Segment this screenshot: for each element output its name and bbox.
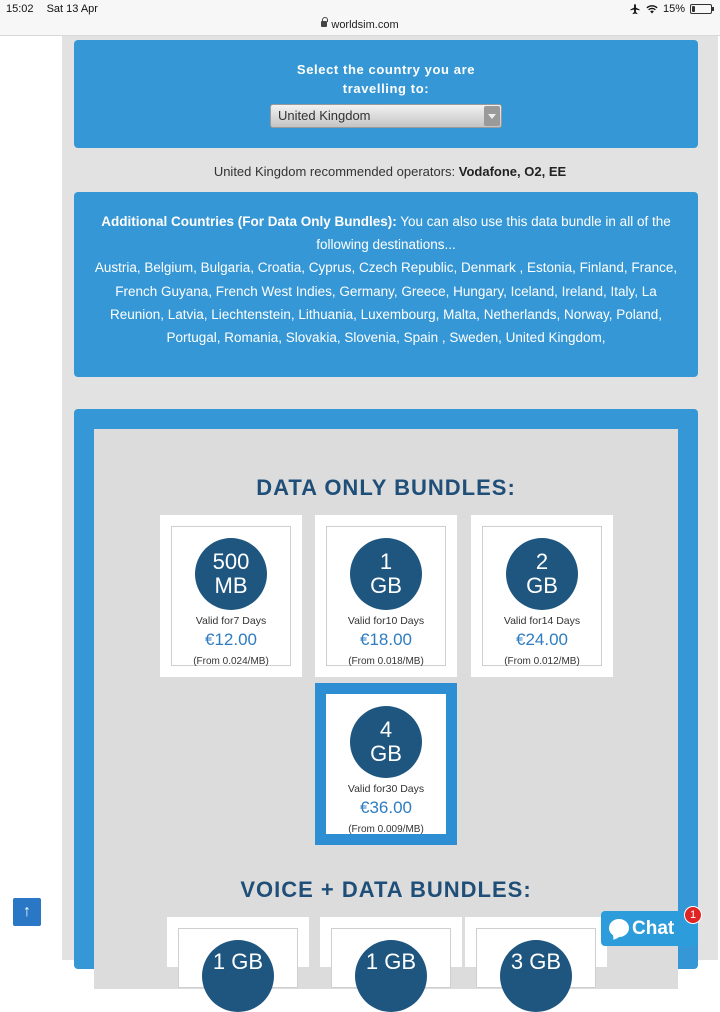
additional-countries-panel bbox=[74, 192, 698, 377]
wifi-icon bbox=[646, 4, 658, 14]
bundle-validity: Valid for30 Days bbox=[347, 783, 425, 795]
url-domain: worldsim.com bbox=[331, 19, 399, 31]
additional-intro: You can also use this data bundle in all of the following destinations... bbox=[316, 214, 671, 253]
voice-bundles-title: VOICE + DATA BUNDLES: bbox=[240, 877, 532, 902]
country-dropdown-value: United Kingdom bbox=[278, 108, 371, 123]
country-prompt: Select the country you are travelling to: bbox=[296, 62, 476, 96]
bundle-card-4gb[interactable] bbox=[315, 683, 457, 845]
bundle-card-500mb[interactable] bbox=[160, 515, 302, 677]
status-date: Sat 13 Apr bbox=[46, 3, 98, 15]
url-bar[interactable] bbox=[0, 18, 720, 36]
bundle-rate: (From 0.009/MB) bbox=[348, 824, 424, 835]
bundle-size-badge: 4 GB bbox=[350, 706, 422, 778]
bundle-card-1gb[interactable] bbox=[315, 515, 457, 677]
bundle-rate: (From 0.018/MB) bbox=[348, 656, 424, 667]
chat-label: Chat bbox=[632, 918, 675, 939]
bundle-price: €18.00 bbox=[360, 630, 412, 649]
bundle-size-badge: 1 GB bbox=[355, 940, 427, 1012]
voice-bundle-card-1gb-a[interactable] bbox=[167, 917, 309, 974]
country-selector-panel bbox=[74, 40, 698, 148]
bundle-size-badge: 3 GB bbox=[500, 940, 572, 1012]
bundles-inner bbox=[94, 429, 678, 989]
voice-bundle-card-3gb[interactable] bbox=[465, 917, 607, 974]
bundle-rate: (From 0.024/MB) bbox=[193, 656, 269, 667]
battery-percent: 15% bbox=[662, 3, 685, 15]
bundle-size-badge: 1 GB bbox=[202, 940, 274, 1012]
recommended-operators: United Kingdom recommended operators: Vodafone, O2, EE bbox=[213, 164, 567, 179]
bundle-price: €36.00 bbox=[360, 798, 412, 817]
bundle-size-badge: 500 MB bbox=[195, 538, 267, 610]
arrow-up-icon: ↑ bbox=[23, 903, 31, 920]
bundle-price: €24.00 bbox=[516, 630, 568, 649]
bundle-validity: Valid for14 Days bbox=[503, 615, 581, 627]
bundle-validity: Valid for7 Days bbox=[195, 615, 267, 627]
chevron-down-icon bbox=[484, 106, 500, 126]
data-bundles-title: DATA ONLY BUNDLES: bbox=[256, 475, 516, 500]
chat-bubble-icon bbox=[609, 919, 629, 937]
airplane-icon bbox=[629, 4, 641, 15]
bundle-size-badge: 1 GB bbox=[350, 538, 422, 610]
voice-bundle-card-1gb-b[interactable] bbox=[320, 917, 462, 974]
additional-heading: Additional Countries (For Data Only Bundles): bbox=[101, 214, 397, 229]
bundles-section bbox=[74, 409, 698, 974]
lock-icon bbox=[321, 21, 327, 27]
bundle-card-2gb[interactable] bbox=[471, 515, 613, 677]
bundle-price: €12.00 bbox=[205, 630, 257, 649]
page-content bbox=[62, 36, 718, 974]
chat-notification-badge: 1 bbox=[684, 906, 702, 924]
country-dropdown[interactable] bbox=[270, 104, 502, 128]
status-bar bbox=[0, 0, 720, 18]
additional-country-list: Austria, Belgium, Bulgaria, Croatia, Cyprus, Czech Republic, Denmark , Estonia, Finland, France, French Guyana, French West Indies, Germany, Greece, Hungary, Iceland, Ireland, Italy, La Reunion, Latvia, Liechtenstein, Lithuania, Luxembourg, Malta, Netherlands, Norway, Poland, Portugal, Romania, Slovakia, Slovenia, Spain , Sweden, United Kingdom, bbox=[94, 260, 678, 346]
bundle-size-badge: 2 GB bbox=[506, 538, 578, 610]
bundle-rate: (From 0.012/MB) bbox=[504, 656, 580, 667]
bundle-validity: Valid for10 Days bbox=[347, 615, 425, 627]
battery-icon bbox=[690, 4, 712, 14]
status-time: 15:02 bbox=[6, 3, 34, 15]
operator-names: Vodafone, O2, EE bbox=[458, 164, 567, 179]
scroll-top-button[interactable] bbox=[13, 898, 41, 926]
